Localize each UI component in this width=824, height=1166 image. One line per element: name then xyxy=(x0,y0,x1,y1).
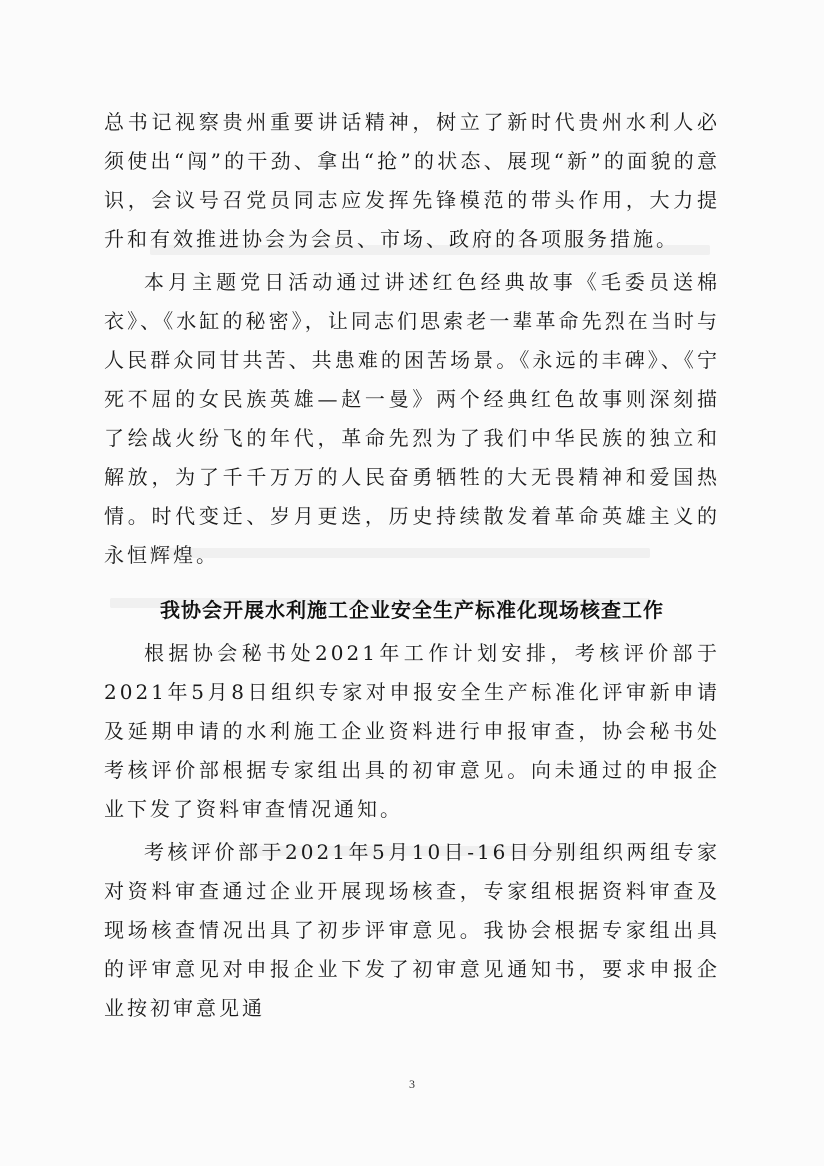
section-heading: 我协会开展水利施工企业安全生产标准化现场核查工作 xyxy=(160,598,664,622)
paragraph-site-inspection: 考核评价部于2021年5月10日-16日分别组织两组专家对资料审查通过企业开展现场核查，专家组根据资料审查及现场核查情况出具了初步评审意见。我协会根据专家组出具的评审意见对申报企业下发了初审意见通知书，要求申报企业按初审意见通 xyxy=(104,840,720,1020)
document-body xyxy=(104,103,720,1028)
paragraph-party-day-activity: 本月主题党日活动通过讲述红色经典故事《毛委员送棉衣》、《水缸的秘密》，让同志们思索老一辈革命先烈在当时与人民群众同甘共苦、共患难的困苦场景。《永远的丰碑》、《宁死不屈的女民族英雄—赵一曼》两个经典红色故事则深刻描了绘战火纷飞的年代，革命先烈为了我们中华民族的独立和解放，为了千千万万的人民奋勇牺牲的大无畏精神和爱国热情。时代变迁、岁月更迭，历史持续散发着革命英雄主义的永恒辉煌。 xyxy=(104,270,720,567)
paragraph-review-plan: 根据协会秘书处2021年工作计划安排，考核评价部于2021年5月8日组织专家对申报安全生产标准化评审新申请及延期申请的水利施工企业资料进行申报审查，协会秘书处考核评价部根据专家组出具的初审意见。向未通过的申报企业下发了资料审查情况通知。 xyxy=(104,641,720,821)
paragraph-continued: 总书记视察贵州重要讲话精神，树立了新时代贵州水利人必须使出“闯”的干劲、拿出“抢”的状态、展现“新”的面貌的意识，会议号召党员同志应发挥先锋模范的带头作用，大力提升和有效推进协会为会员、市场、政府的各项服务措施。 xyxy=(104,110,720,251)
page-number: 3 xyxy=(409,1077,415,1091)
